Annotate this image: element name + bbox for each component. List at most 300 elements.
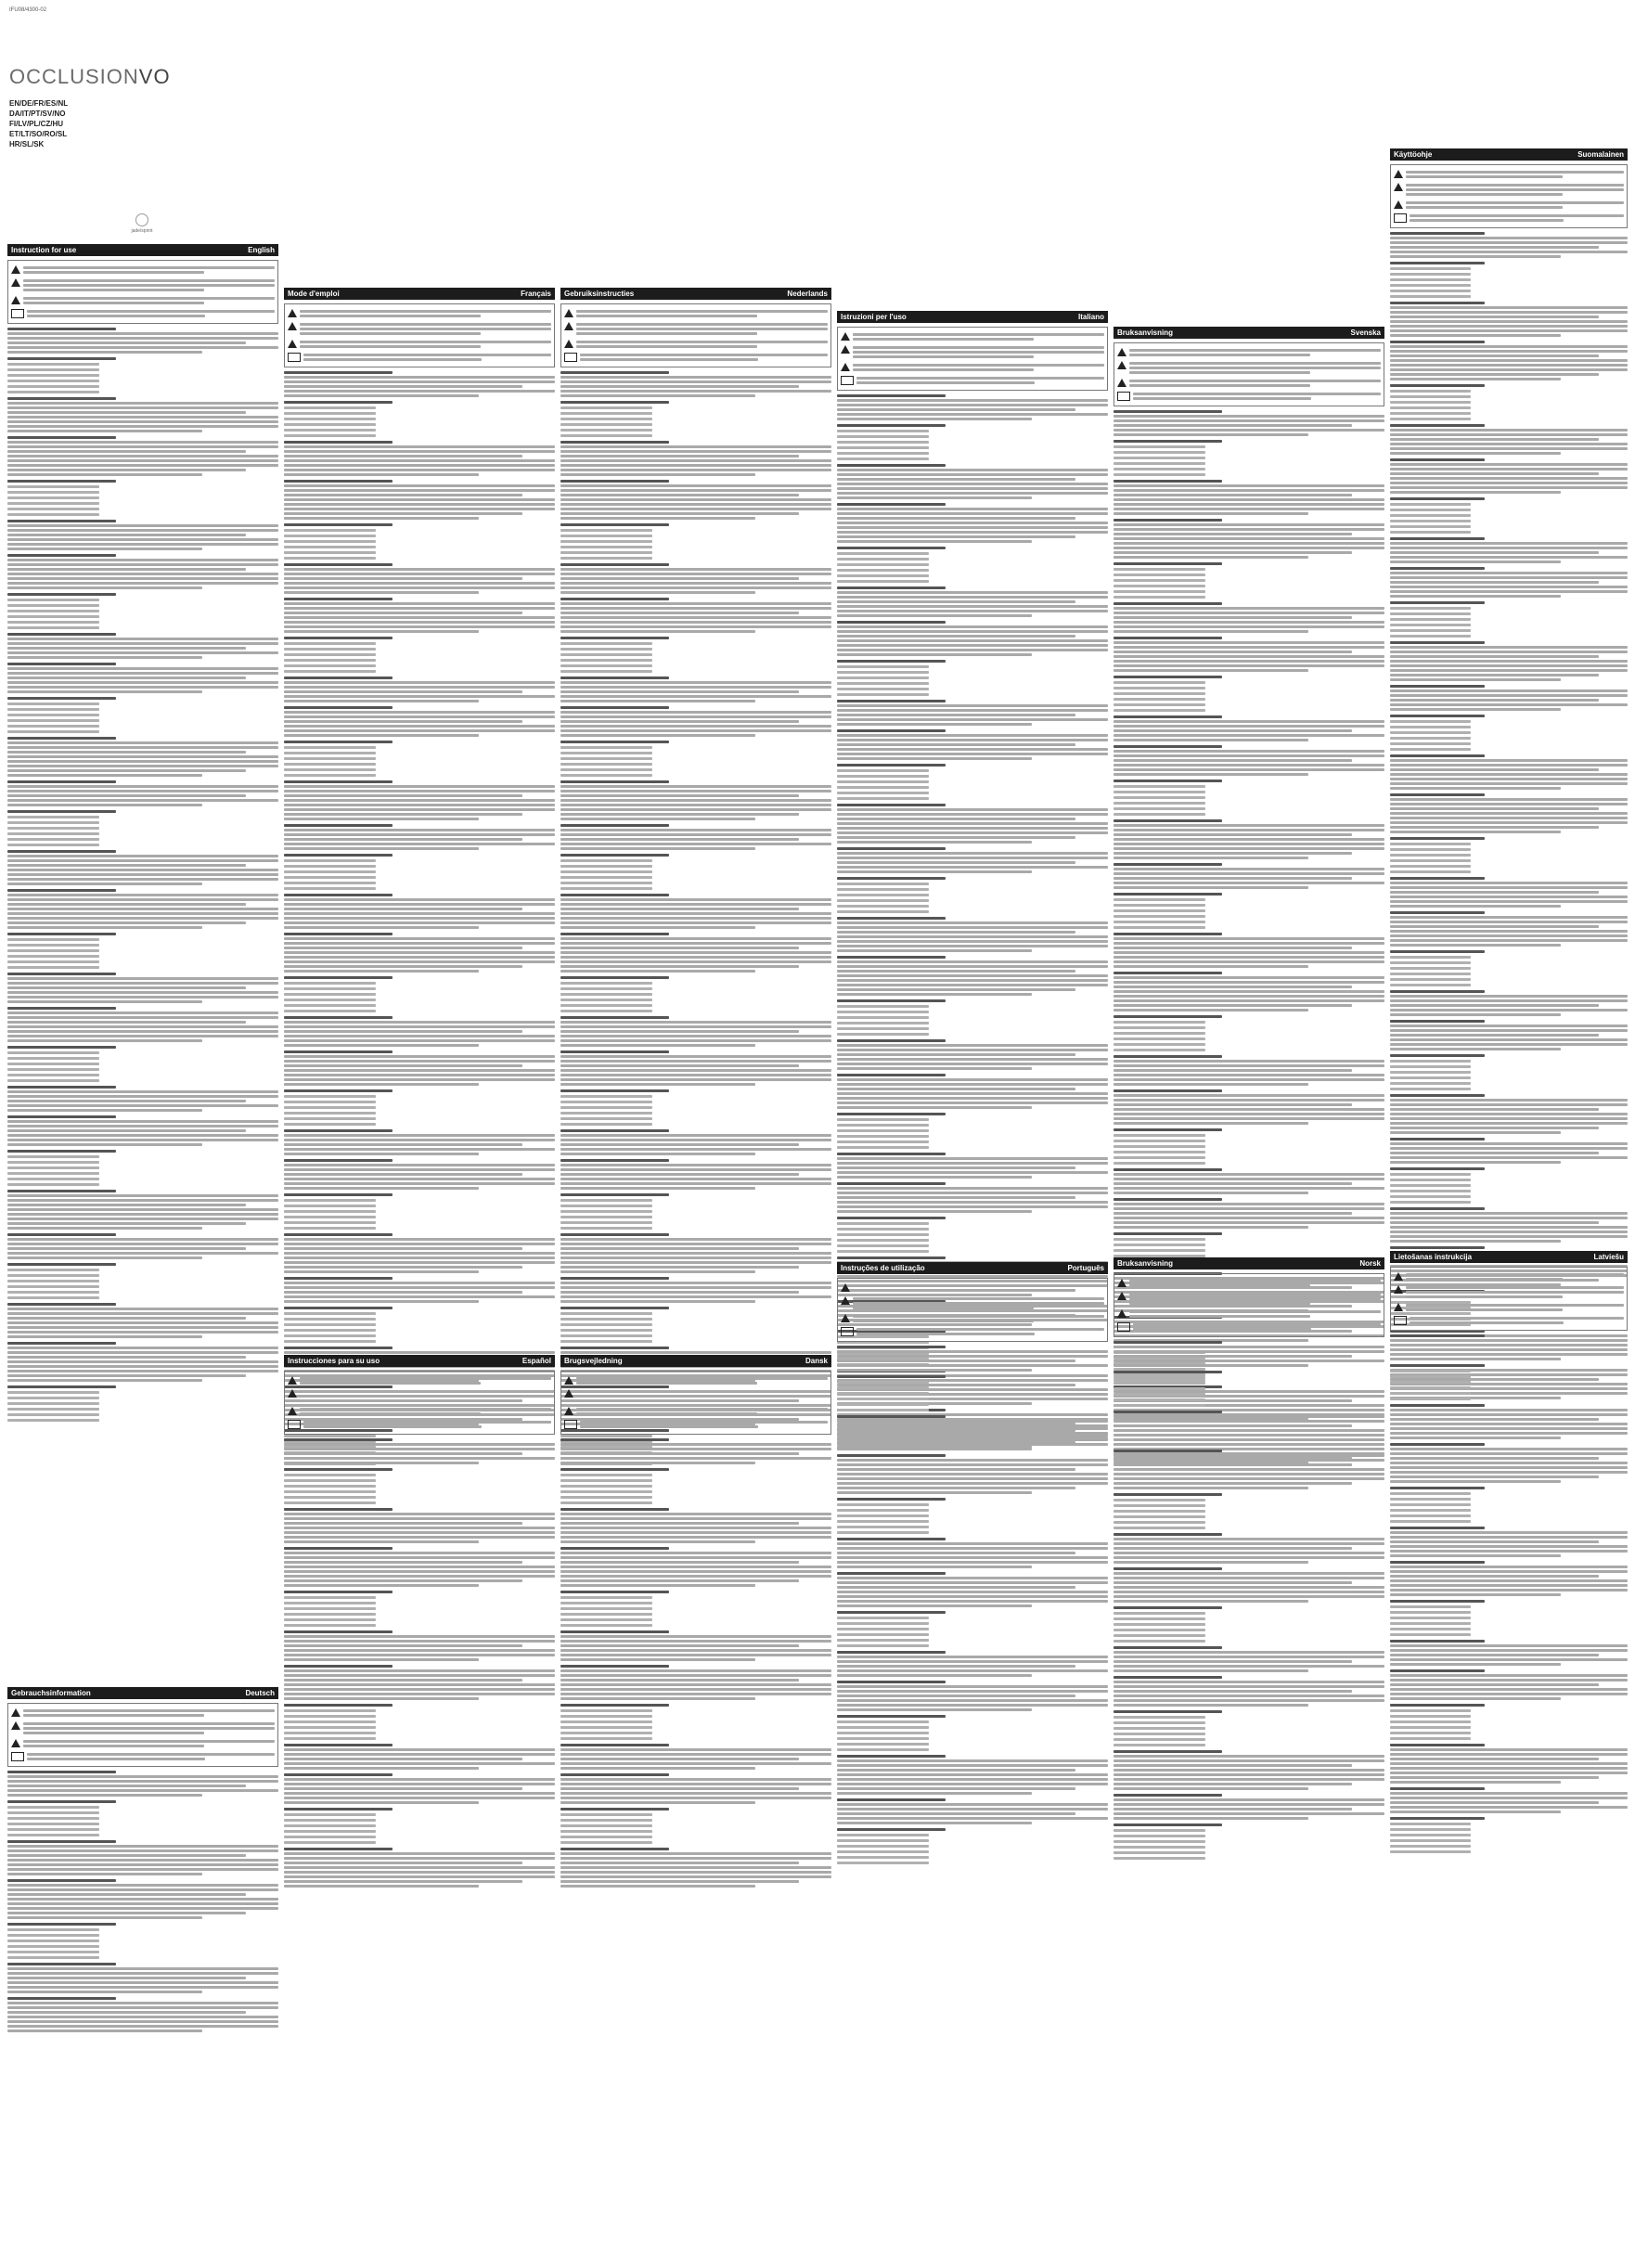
text-line	[284, 951, 555, 954]
text-line	[284, 715, 555, 718]
bullet-list	[1114, 898, 1384, 929]
bullet-list	[837, 1617, 1108, 1647]
text-line	[1390, 443, 1628, 445]
list-line	[560, 876, 652, 879]
text-line	[560, 926, 755, 929]
subheading-line	[7, 1923, 116, 1926]
list-line	[1390, 525, 1471, 528]
paragraph	[1390, 306, 1628, 337]
text-line	[1390, 1013, 1561, 1016]
list-line	[284, 642, 376, 645]
list-line	[1114, 1244, 1205, 1246]
text-line	[1114, 1004, 1352, 1007]
text-line	[7, 681, 278, 684]
text-line	[837, 1792, 1032, 1795]
text-line	[837, 988, 1075, 991]
paragraph	[837, 1656, 1108, 1677]
text-line	[284, 503, 555, 506]
text-line	[560, 1083, 755, 1086]
paragraph	[1114, 1572, 1384, 1603]
text-line	[284, 1575, 555, 1578]
text-line	[560, 489, 831, 492]
text-line	[284, 450, 555, 453]
list-line	[560, 1216, 652, 1218]
text-line	[1114, 1556, 1384, 1559]
paragraph	[560, 1748, 831, 1770]
paragraph	[560, 1443, 831, 1464]
text-line	[1410, 1321, 1564, 1324]
list-line	[1114, 709, 1205, 712]
list-line	[7, 508, 99, 510]
text-line	[7, 667, 278, 670]
text-line	[1133, 397, 1311, 400]
subheading-line	[560, 1808, 669, 1811]
list-line	[837, 1850, 929, 1853]
text-line	[837, 1552, 1075, 1554]
text-line	[1390, 1658, 1628, 1661]
text-line	[1390, 1235, 1628, 1238]
warning-text	[853, 362, 1104, 373]
text-line	[560, 473, 755, 476]
paragraph	[284, 785, 555, 820]
text-line	[837, 653, 1032, 656]
text-line	[7, 1095, 278, 1098]
bullet-list	[7, 816, 278, 846]
text-line	[284, 808, 555, 811]
text-line	[284, 1168, 555, 1171]
text-line	[1114, 1681, 1384, 1683]
list-line	[7, 1806, 99, 1809]
text-line	[560, 813, 799, 816]
paragraph	[284, 1021, 555, 1047]
text-line	[1390, 556, 1628, 559]
text-line	[284, 1531, 555, 1534]
list-line	[7, 513, 99, 516]
text-line	[1114, 947, 1352, 949]
manufacturer-mark	[7, 213, 277, 234]
text-line	[284, 1452, 522, 1455]
subheading-line	[1114, 1567, 1222, 1570]
subheading-line	[1114, 863, 1222, 866]
list-line	[1390, 406, 1471, 409]
warning-row	[564, 1406, 828, 1417]
list-line	[1114, 1640, 1205, 1643]
list-line	[1390, 1617, 1471, 1619]
text-line	[560, 829, 831, 831]
subheading-line	[1390, 1527, 1485, 1529]
text-line	[837, 831, 1108, 834]
list-line	[560, 1715, 652, 1718]
warning-icon	[288, 340, 297, 348]
text-line	[284, 1243, 555, 1245]
reference-icon	[564, 1420, 577, 1429]
text-line	[560, 616, 831, 619]
text-line	[837, 418, 1032, 420]
paragraph	[837, 704, 1108, 726]
list-line	[1114, 1037, 1205, 1040]
list-line	[1114, 1387, 1205, 1390]
list-line	[1114, 1032, 1205, 1035]
text-line	[1390, 1679, 1628, 1682]
bullet-list	[560, 1199, 831, 1230]
list-line	[284, 1221, 376, 1224]
text-line	[7, 804, 202, 806]
subheading-line	[7, 1771, 116, 1773]
text-line	[1114, 1083, 1308, 1086]
text-line	[560, 1143, 799, 1146]
text-line	[560, 1247, 799, 1250]
text-line	[7, 755, 278, 758]
text-line	[1390, 1762, 1628, 1765]
text-line	[853, 1297, 1104, 1300]
text-line	[284, 394, 479, 397]
text-line	[560, 1584, 755, 1587]
text-line	[300, 323, 551, 326]
list-line	[7, 604, 99, 607]
list-line	[1390, 1834, 1471, 1836]
paragraph	[1114, 976, 1384, 1012]
text-line	[560, 1462, 755, 1464]
text-line	[837, 926, 1108, 929]
text-line	[560, 794, 799, 797]
subheading-line	[560, 371, 669, 374]
text-line	[1390, 1536, 1628, 1539]
text-line	[1390, 1413, 1628, 1416]
list-line	[837, 1386, 929, 1389]
subheading-line	[1390, 1817, 1485, 1820]
subheading-line	[7, 554, 116, 557]
warning-icon	[1394, 1303, 1403, 1311]
text-line	[7, 538, 278, 541]
paragraph	[837, 1759, 1108, 1795]
text-line	[837, 1487, 1075, 1489]
bullet-list	[560, 859, 831, 890]
paragraph	[1390, 1674, 1628, 1700]
paragraph	[284, 1635, 555, 1661]
list-line	[837, 457, 929, 460]
text-line	[1114, 419, 1384, 422]
text-line	[1390, 1776, 1599, 1779]
text-line	[1390, 452, 1561, 455]
list-line	[284, 423, 376, 426]
subheading-line	[7, 973, 116, 975]
list-line	[1390, 1082, 1471, 1085]
list-line	[560, 1624, 652, 1627]
text-line	[560, 621, 831, 624]
text-line	[560, 1801, 755, 1804]
text-line	[1390, 1811, 1561, 1813]
text-line	[1114, 843, 1384, 845]
language-code-line: DA/IT/PT/SV/NO	[9, 110, 66, 118]
text-line	[1114, 1355, 1352, 1358]
text-line	[7, 1308, 278, 1310]
warning-text	[1129, 1308, 1381, 1320]
bullet-list	[1114, 568, 1384, 599]
warning-icon	[1394, 1285, 1403, 1294]
text-line	[7, 1794, 202, 1797]
list-line	[560, 529, 652, 532]
text-line	[1114, 729, 1352, 732]
text-line	[284, 1153, 479, 1155]
text-line	[7, 1854, 246, 1857]
warning-row	[1117, 378, 1381, 389]
list-line	[1114, 1151, 1205, 1153]
text-line	[837, 960, 1108, 963]
list-line	[1390, 1732, 1471, 1734]
warning-text	[27, 1751, 275, 1762]
text-line	[560, 385, 799, 388]
subheading-line	[560, 1307, 669, 1309]
list-line	[1114, 473, 1205, 476]
subheading-line	[1114, 893, 1222, 896]
warning-text	[1406, 1302, 1624, 1313]
text-line	[284, 847, 479, 850]
paragraph	[837, 399, 1108, 420]
list-line	[560, 993, 652, 996]
list-line	[1390, 273, 1471, 276]
list-line	[560, 1732, 652, 1734]
list-line	[1114, 915, 1205, 918]
paragraph	[1114, 1755, 1384, 1790]
list-line	[7, 368, 99, 371]
text-line	[284, 607, 555, 610]
text-line	[7, 1863, 278, 1866]
text-line	[284, 681, 555, 684]
text-line	[837, 1192, 1108, 1194]
list-line	[837, 1743, 929, 1746]
subheading-line	[837, 1375, 946, 1378]
paragraph	[7, 559, 278, 589]
text-line	[837, 1660, 1108, 1663]
text-line	[560, 1044, 755, 1047]
text-line	[1114, 1117, 1384, 1120]
bullet-list	[1390, 1709, 1628, 1740]
list-line	[7, 491, 99, 494]
text-line	[837, 714, 1075, 716]
list-line	[837, 1622, 929, 1625]
text-line	[7, 799, 278, 802]
text-line	[1390, 1427, 1628, 1430]
subheading-line	[1390, 537, 1485, 540]
text-line	[837, 822, 1108, 825]
list-line	[1390, 278, 1471, 281]
text-line	[1390, 886, 1628, 889]
text-line	[1114, 1695, 1384, 1697]
text-line	[856, 377, 1104, 380]
text-line	[7, 926, 202, 929]
list-line	[1390, 1828, 1471, 1831]
text-line	[837, 1690, 1108, 1693]
section-header	[560, 288, 831, 300]
text-line	[7, 1129, 246, 1132]
list-line	[837, 1628, 929, 1630]
list-line	[7, 844, 99, 846]
text-line	[560, 450, 831, 453]
text-line	[560, 1852, 831, 1855]
text-line	[7, 908, 278, 910]
text-line	[576, 341, 828, 343]
paragraph	[284, 445, 555, 476]
subheading-line	[560, 933, 669, 935]
subheading-line	[1390, 990, 1485, 993]
warning-row	[1117, 347, 1381, 358]
warning-text	[1133, 391, 1381, 402]
subheading-line	[560, 894, 669, 896]
text-line	[284, 1787, 522, 1790]
text-line	[284, 1300, 479, 1303]
text-line	[837, 1355, 1108, 1358]
text-line	[7, 651, 278, 654]
important-notes-box	[560, 1371, 831, 1435]
list-line	[284, 653, 376, 656]
list-line	[7, 827, 99, 830]
paragraph	[560, 1134, 831, 1155]
subheading-line	[560, 741, 669, 743]
bullet-list	[837, 1720, 1108, 1751]
text-line	[7, 430, 202, 432]
text-line	[1114, 1817, 1308, 1820]
text-line	[1390, 930, 1628, 933]
text-line	[576, 310, 828, 313]
text-line	[560, 1448, 831, 1450]
warning-icon	[288, 322, 297, 330]
list-line	[1114, 1026, 1205, 1029]
warning-row	[1394, 213, 1624, 224]
subheading-line	[837, 1113, 946, 1115]
text-line	[7, 346, 278, 349]
list-line	[1390, 1498, 1471, 1501]
text-line	[1390, 916, 1628, 919]
text-line	[1390, 1418, 1599, 1421]
text-line	[300, 1395, 551, 1398]
bullet-list	[1390, 1492, 1628, 1523]
bullet-list	[284, 1813, 555, 1844]
paragraph	[560, 1552, 831, 1587]
text-line	[560, 630, 755, 633]
warning-icon	[1117, 1292, 1126, 1300]
text-line	[7, 337, 278, 340]
warning-row	[1394, 1271, 1624, 1282]
paragraph	[560, 602, 831, 633]
text-line	[1390, 1545, 1628, 1548]
text-line	[560, 1282, 831, 1284]
text-line	[837, 522, 1108, 524]
list-line	[1114, 1744, 1205, 1746]
list-line	[837, 1022, 929, 1024]
text-line	[560, 1640, 831, 1643]
subheading-line	[284, 741, 393, 743]
list-line	[284, 1199, 376, 1202]
text-line	[1390, 1457, 1599, 1460]
text-line	[1114, 1212, 1352, 1215]
text-line	[1129, 354, 1310, 356]
text-line	[837, 1053, 1075, 1056]
list-line	[560, 1095, 652, 1098]
subheading-line	[1114, 519, 1222, 522]
list-line	[284, 1323, 376, 1326]
list-line	[837, 446, 929, 449]
text-line	[1390, 1466, 1628, 1469]
list-line	[1390, 1622, 1471, 1625]
list-line	[1390, 418, 1471, 420]
list-line	[560, 1720, 652, 1723]
text-line	[7, 529, 278, 532]
paragraph	[7, 855, 278, 885]
list-line	[560, 551, 652, 554]
text-line	[1390, 1029, 1628, 1032]
subheading-line	[284, 1233, 393, 1236]
warning-icon	[564, 309, 573, 317]
text-line	[284, 912, 555, 915]
text-line	[837, 531, 1108, 534]
text-line	[837, 413, 1108, 416]
paragraph	[7, 638, 278, 659]
subheading-line	[284, 563, 393, 566]
subheading-line	[837, 1346, 946, 1348]
list-line	[1390, 1850, 1471, 1853]
text-line	[1390, 572, 1628, 574]
text-line	[23, 297, 275, 300]
text-line	[7, 1859, 278, 1862]
list-line	[284, 434, 376, 437]
subheading-line	[560, 1159, 669, 1162]
warning-row	[841, 1295, 1104, 1311]
subheading-line	[284, 677, 393, 679]
list-line	[560, 1496, 652, 1499]
list-line	[837, 430, 929, 432]
list-line	[837, 1531, 929, 1534]
warning-text	[576, 308, 828, 319]
list-line	[1114, 703, 1205, 706]
list-line	[7, 1269, 99, 1271]
text-line	[7, 416, 278, 419]
section-language: Svenska	[1350, 329, 1381, 337]
text-line	[837, 1695, 1075, 1697]
text-line	[560, 469, 831, 471]
paragraph	[560, 376, 831, 397]
subheading-line	[560, 1233, 669, 1236]
text-line	[560, 1261, 831, 1264]
list-line	[1114, 1738, 1205, 1741]
text-line	[1406, 193, 1563, 196]
text-line	[1114, 960, 1384, 963]
subheading-line	[837, 1182, 946, 1185]
list-line	[284, 1312, 376, 1315]
list-line	[1390, 1611, 1471, 1614]
text-line	[576, 1399, 757, 1402]
list-line	[1114, 1398, 1205, 1401]
text-line	[284, 498, 555, 501]
paragraph	[560, 445, 831, 476]
subheading-line	[7, 1342, 116, 1345]
warning-icon	[1117, 348, 1126, 356]
paragraph	[1390, 1566, 1628, 1596]
text-line	[1114, 1651, 1384, 1654]
text-line	[1114, 1203, 1384, 1205]
text-line	[7, 1227, 202, 1230]
text-line	[300, 332, 481, 335]
text-line	[1390, 1212, 1628, 1215]
list-line	[560, 1334, 652, 1337]
paragraph	[837, 1187, 1108, 1213]
list-line	[1114, 1049, 1205, 1051]
list-line	[1390, 1060, 1471, 1063]
warning-text	[853, 344, 1104, 360]
list-line	[1114, 579, 1205, 582]
subheading-line	[560, 1773, 669, 1776]
text-line	[1114, 1600, 1308, 1603]
important-notes-box	[560, 303, 831, 367]
